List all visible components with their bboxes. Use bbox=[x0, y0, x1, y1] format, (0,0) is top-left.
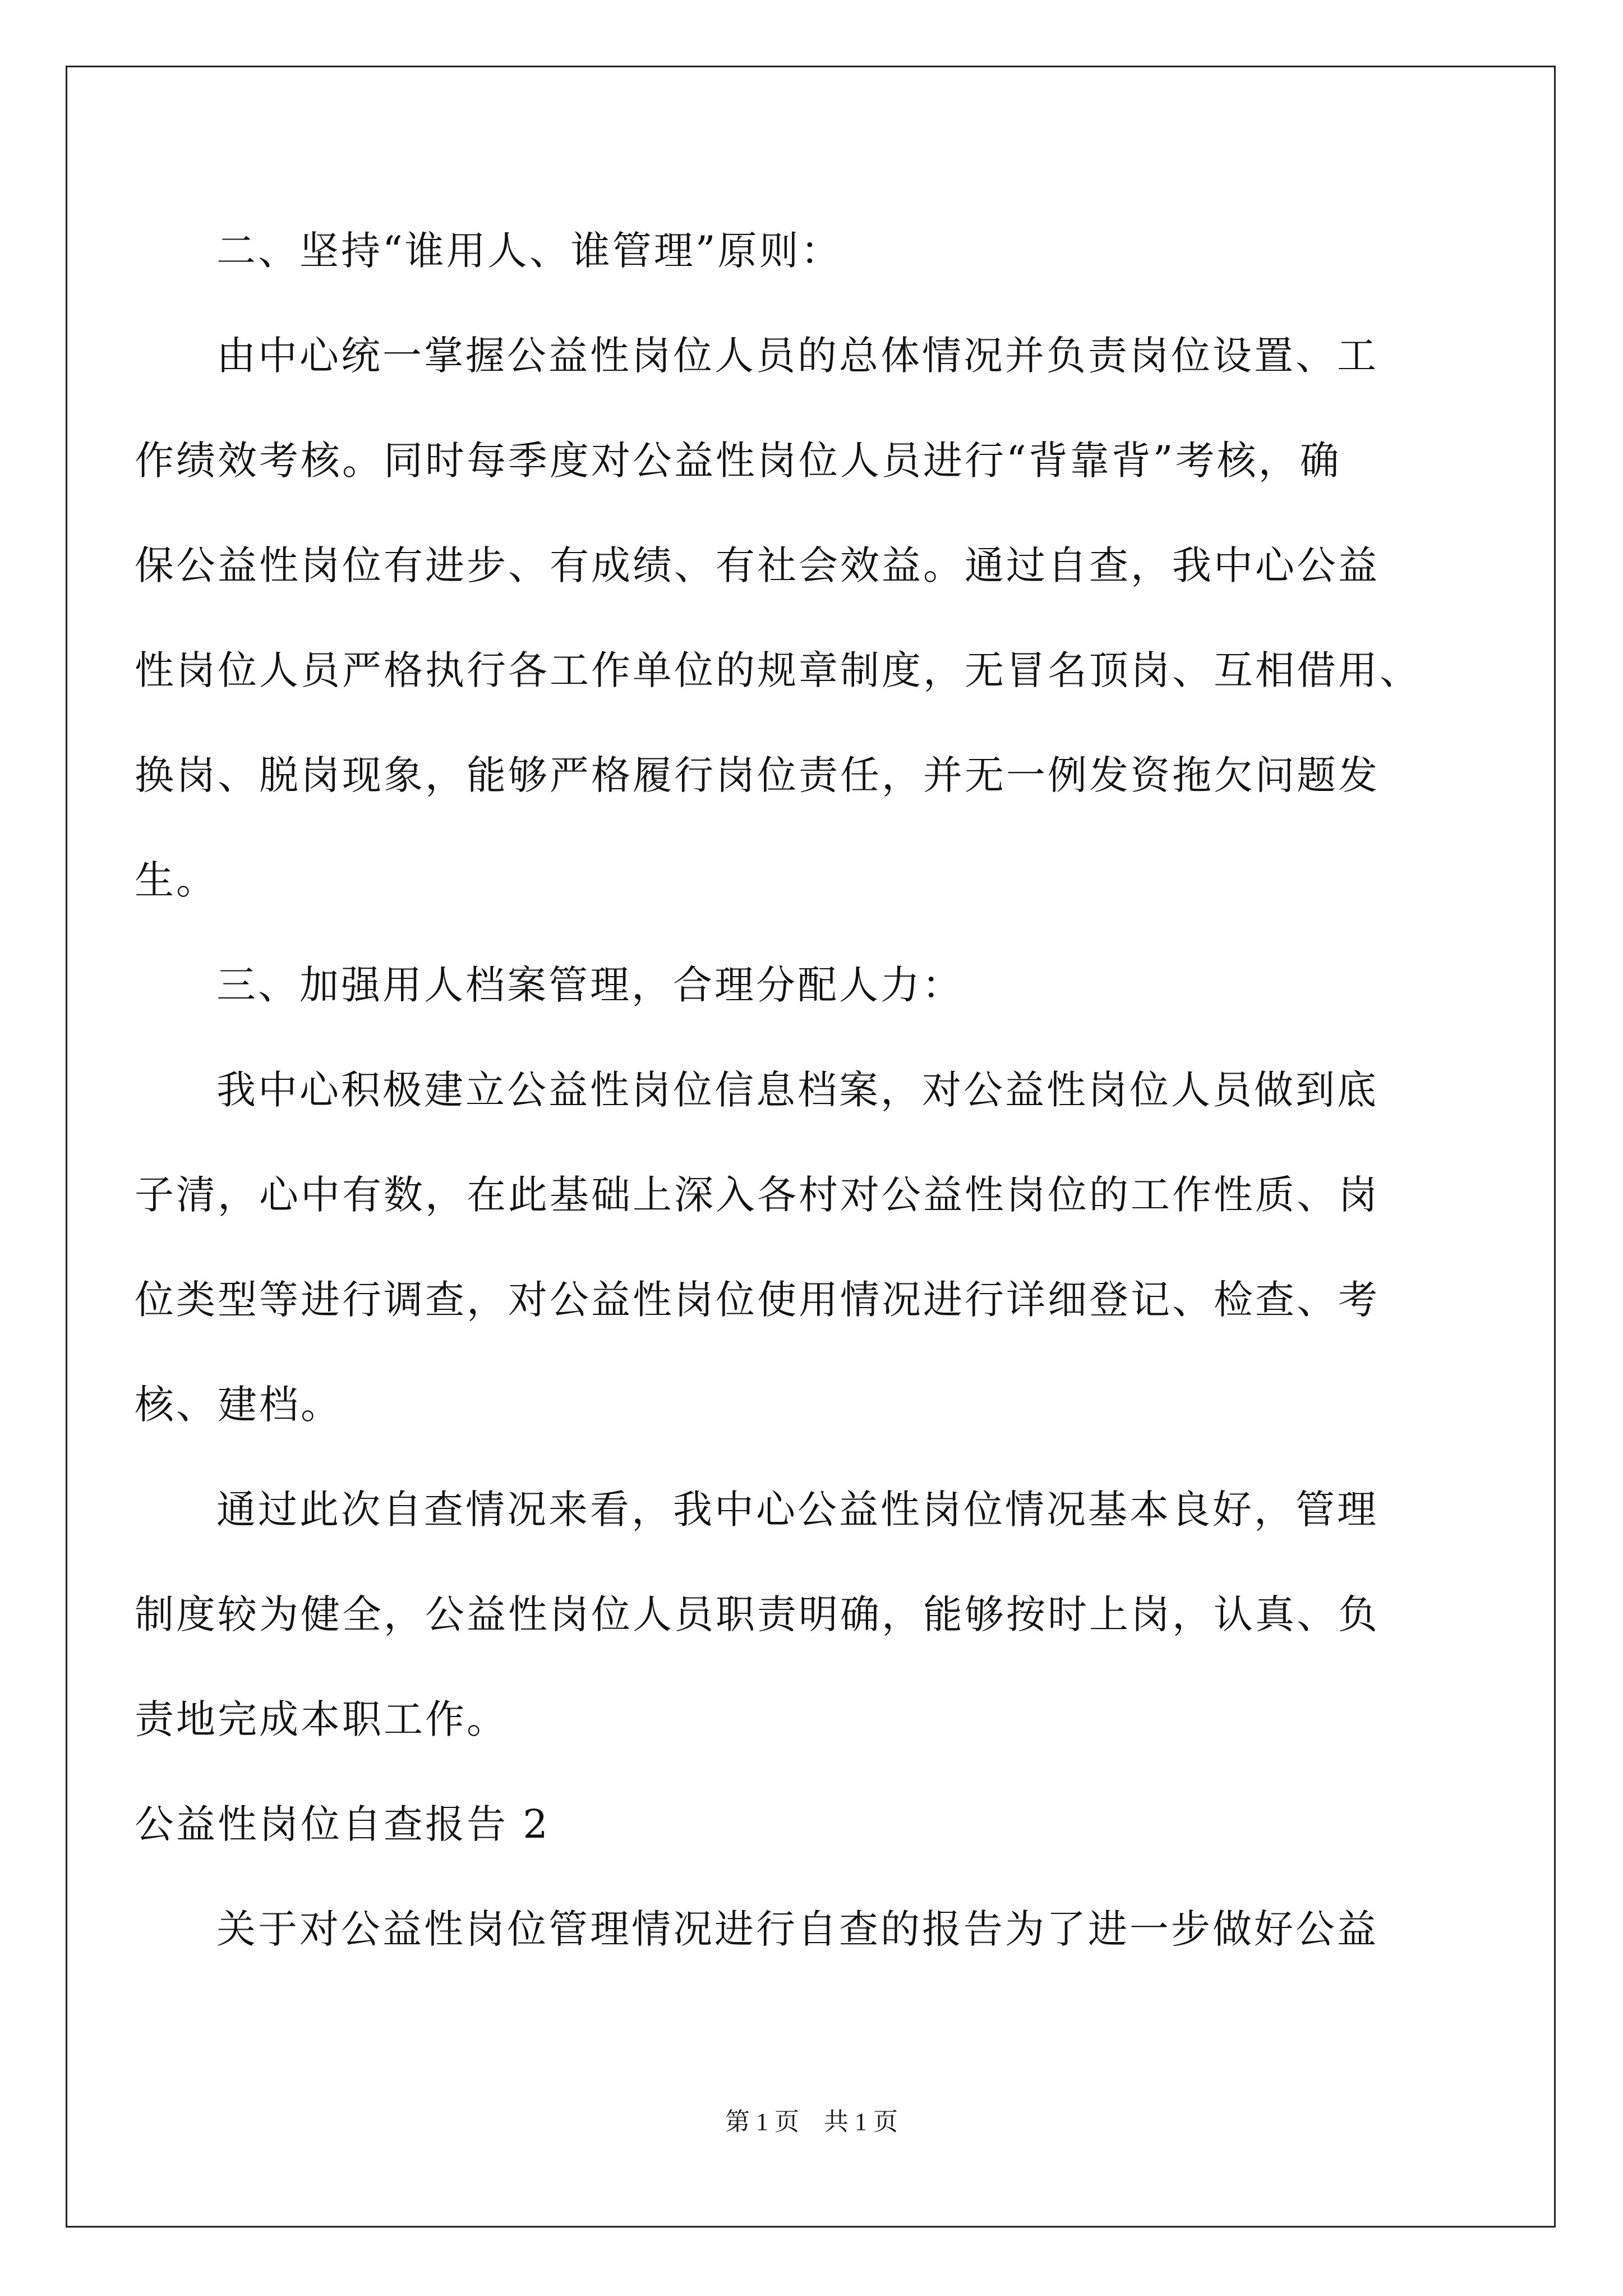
paragraph-line: 位类型等进行调查，对公益性岗位使用情况进行详细登记、检查、考 bbox=[135, 1277, 1380, 1323]
document-body bbox=[135, 220, 1447, 2003]
page-footer: 第 1 页 共 1 页 bbox=[725, 2108, 898, 2136]
paragraph-line: 作绩效考核。同时每季度对公益性岗位人员进行“背靠背”考核，确 bbox=[135, 438, 1341, 484]
paragraph-line: 保公益性岗位有进步、有成绩、有社会效益。通过自查，我中心公益 bbox=[135, 542, 1380, 588]
paragraph-line: 关于对公益性岗位管理情况进行自查的报告为了进一步做好公益 bbox=[216, 1906, 1378, 1952]
paragraph-line: 换岗、脱岗现象，能够严格履行岗位责任，并无一例发资拖欠问题发 bbox=[135, 752, 1380, 798]
paragraph-line: 责地完成本职工作。 bbox=[135, 1696, 508, 1742]
paragraph-line: 子清，心中有数，在此基础上深入各村对公益性岗位的工作性质、岗 bbox=[135, 1172, 1380, 1218]
paragraph-line: 性岗位人员严格执行各工作单位的规章制度，无冒名顶岗、互相借用、 bbox=[135, 647, 1421, 693]
paragraph-line: 制度较为健全，公益性岗位人员职责明确，能够按时上岗，认真、负 bbox=[135, 1591, 1380, 1637]
paragraph-line: 我中心积极建立公益性岗位信息档案，对公益性岗位人员做到底 bbox=[216, 1067, 1378, 1113]
paragraph-line: 由中心统一掌握公益性岗位人员的总体情况并负责岗位设置、工 bbox=[216, 333, 1378, 379]
paragraph-line: 通过此次自查情况来看，我中心公益性岗位情况基本良好，管理 bbox=[216, 1487, 1378, 1533]
document-title: 公益性岗位自查报告 2 bbox=[135, 1801, 550, 1847]
paragraph-line: 生。 bbox=[135, 857, 218, 903]
section-heading: 三、加强用人档案管理，合理分配人力： bbox=[216, 962, 963, 1008]
section-heading: 二、坚持“谁用人、谁管理”原则： bbox=[216, 228, 842, 274]
paragraph-line: 核、建档。 bbox=[135, 1382, 342, 1428]
